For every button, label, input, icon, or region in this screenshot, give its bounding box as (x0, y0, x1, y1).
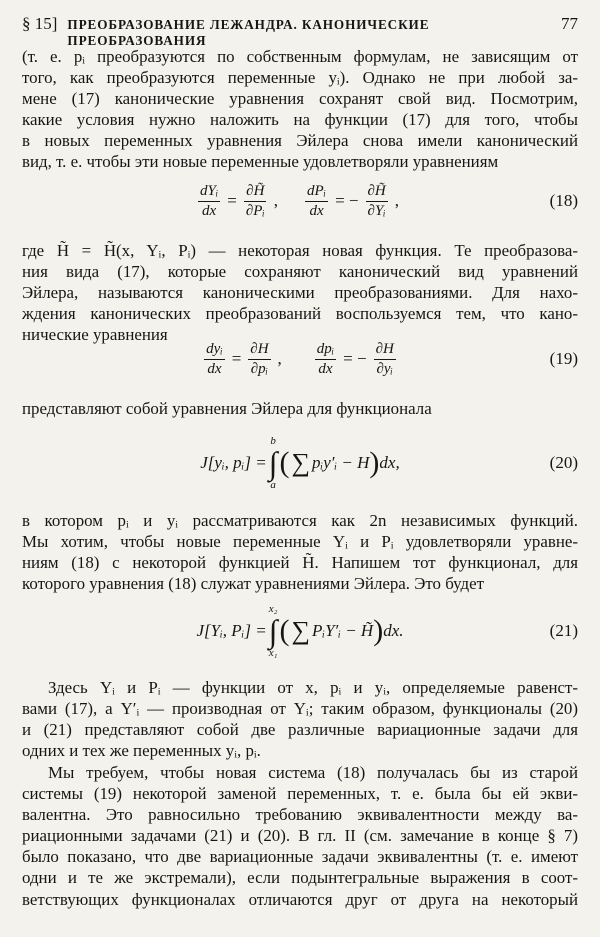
equation-number: (19) (549, 349, 578, 368)
text-line: вами (17), а Y′ᵢ — производная от Yᵢ; таким образом, функционалы (20) (22, 699, 578, 719)
chapter-title: ПРЕОБРАЗОВАНИЕ ЛЕЖАНДРА. КАНОНИЧЕСКИЕ ПРЕОБРАЗОВАНИЯ (67, 17, 430, 48)
equation-number: (18) (549, 191, 578, 210)
fraction: $\frac{\text{dYᵢ}}{dx}$ (200, 182, 219, 219)
equation-number: (20) (549, 453, 578, 472)
text-line: одни и те же экстремали), если подынтегральные выражения в соот- (22, 868, 578, 888)
equation-21: J[Yᵢ, Pᵢ] = x₂ ∫ x₁ ( ∑ PᵢY′ᵢ − H̃ ) dx. (21) (196, 603, 578, 659)
equation-20: J[yᵢ, pᵢ] = b ∫ a ( ∑ pᵢy′ᵢ − H ) dx, (20) (200, 435, 578, 491)
paragraph-2 (22, 240, 578, 345)
text-line: ниям (18) с некоторой функцией H̃. Напишем тот функционал, для (22, 553, 578, 573)
text-line: и (21) представляют собой две различные вариационные задачи для (22, 720, 578, 740)
text-line: ветствующих функционалах отличаются друг от друга на некоторый (22, 889, 578, 909)
text-line: ния вида (17), которые сохраняют канонический вид уравнений (22, 262, 578, 282)
text-line: в новых переменных уравнения Эйлера снова имели канонический (22, 131, 578, 151)
fraction: $\frac{\partial H}{\text{∂yᵢ}}$ (375, 340, 394, 377)
fraction: $\frac{\partial H}{\text{∂pᵢ}}$ (250, 340, 269, 377)
paragraph-3 (22, 398, 578, 419)
paragraph-1 (22, 46, 578, 173)
integral-sign: b ∫ a (268, 435, 278, 491)
text-line: было показано, что две вариационные задачи эквивалентны (т. е. имеют (22, 847, 578, 867)
equation-18: $\frac{\text{dYᵢ}}{dx}$ = $\frac{\partial H̃}{\text{∂Pᵢ}}$ , $\frac{\text{dPᵢ}}{dx}$ = − $\frac{\partial H̃}{\text{∂Yᵢ}}$ , (18) (200, 182, 578, 219)
text-line: где H̃ = H̃(x, Yᵢ, Pᵢ) — некоторая новая функция. Те преобразова- (22, 241, 578, 260)
differential: dx, (379, 453, 400, 472)
equation-number: (21) (549, 621, 578, 640)
text-line: того, как преобразуются переменные yᵢ). Однако не при любой за- (22, 68, 578, 88)
paragraph-4 (22, 510, 578, 594)
text-line: вид, т. е. чтобы эти новые переменные удовлетворяли уравнениям (22, 152, 499, 172)
text-line: Мы хотим, чтобы новые переменные Yᵢ и Pᵢ удовлетворяли уравне- (22, 532, 578, 552)
fraction: $\frac{\text{dpᵢ}}{dx}$ (316, 340, 335, 377)
text-line: (т. е. pᵢ преобразуются по собственным формулам, не зависящим от (22, 47, 578, 66)
integral-sign: x₂ ∫ x₁ (268, 603, 278, 659)
text-line: какие условия нужно наложить на функции (17) для того, чтобы (22, 110, 578, 130)
equation-19: $\frac{\text{dyᵢ}}{dx}$ = $\frac{\partial H}{\text{∂pᵢ}}$ , $\frac{\text{dpᵢ}}{dx}$ = − $\frac{\partial H}{\text{∂yᵢ}}$ (19) (206, 340, 578, 377)
equation-lhs: J[Yᵢ, Pᵢ] = (196, 621, 267, 640)
running-head (22, 14, 578, 49)
text-line: Мы требуем, чтобы новая система (18) получалась бы из старой (48, 763, 578, 782)
text-line: системы (19) некоторой заменой переменных, т. е. была бы ей экви- (22, 784, 578, 804)
text-line: нические уравнения (22, 325, 168, 345)
paragraph-6 (22, 762, 578, 910)
text-line: Эйлера, называются каноническими преобразованиями. Для нахо- (22, 283, 578, 303)
text-line: валентна. Это равносильно требованию эквивалентности между ва- (22, 805, 578, 825)
fraction: $\frac{\text{dyᵢ}}{dx}$ (206, 340, 223, 377)
text-line: ждения канонических преобразований воспользуемся тем, что кано- (22, 304, 578, 324)
text-line: риационными задачами (21) и (20). В гл. II (см. замечание в конце § 7) (22, 826, 578, 846)
differential: dx. (383, 621, 404, 640)
text-line: в котором pᵢ и yᵢ рассматриваются как 2n независимых функций. (22, 511, 578, 530)
page-number: 77 (561, 14, 578, 33)
fraction: $\frac{\partial H̃}{\text{∂Pᵢ}}$ (245, 182, 265, 219)
text-line: мене (17) канонические уравнения сохранят свой вид. Посмотрим, (22, 89, 578, 109)
text-line: представляют собой уравнения Эйлера для функционала (22, 399, 432, 418)
text-line: Здесь Yᵢ и Pᵢ — функции от x, pᵢ и yᵢ, определяемые равенст- (48, 678, 578, 697)
fraction: $\frac{\partial H̃}{\text{∂Yᵢ}}$ (367, 182, 386, 219)
equation-lhs: J[yᵢ, pᵢ] = (200, 453, 267, 472)
text-line: которого уравнения (18) служат уравнениями Эйлера. Это будет (22, 574, 485, 594)
section-marker: § 15] (22, 14, 58, 33)
integrand: PᵢY′ᵢ − H̃ (312, 621, 374, 640)
text-line: одних и тех же переменных yᵢ, pᵢ. (22, 741, 261, 761)
paragraph-5 (22, 677, 578, 761)
fraction: $\frac{\text{dPᵢ}}{dx}$ (307, 182, 327, 219)
integrand: pᵢy′ᵢ − H (312, 453, 370, 472)
